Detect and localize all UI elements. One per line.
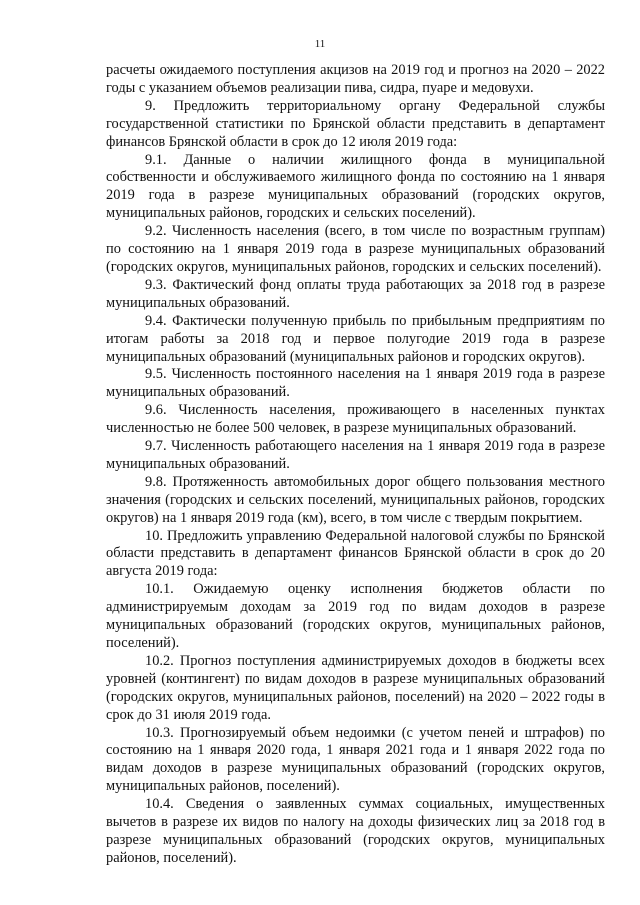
paragraph: 9. Предложить территориальному органу Федеральной службы государственной статистики по Брянской области представить в департамент финансов Брянской области в срок до 12 июля 2019 года: — [106, 97, 605, 150]
paragraph: 9.6. Численность населения, проживающего в населенных пунктах численностью не более 500 человек, в разрезе муниципальных образований. — [106, 402, 605, 437]
paragraph: 9.1. Данные о наличии жилищного фонда в муниципальной собственности и обслуживаемого жилищного фонда по состоянию на 1 января 2019 года в разрезе муниципальных образований (городских округов, муниципальных районов, городских и сельских поселений). — [106, 151, 605, 222]
paragraph: 9.4. Фактически полученную прибыль по прибыльным предприятиям по итогам работы за 2018 год и первое полугодие 2019 года в разрезе муниципальных образований (муниципальных районов и городских округов). — [106, 312, 605, 365]
document-body — [106, 62, 605, 868]
paragraph: 9.8. Протяженность автомобильных дорог общего пользования местного значения (городских и сельских поселений, муниципальных районов, городских округов) на 1 января 2019 года (км), всего, в том числе с твердым покрытием. — [106, 473, 605, 526]
paragraph: 9.3. Фактический фонд оплаты труда работающих за 2018 год в разрезе муниципальных образований. — [106, 276, 605, 311]
paragraph: 10.2. Прогноз поступления администрируемых доходов в бюджеты всех уровней (контингент) по видам доходов в разрезе муниципальных образований (городских округов, муниципальных районов, поселений) на 2020 – 2022 годы в срок до 31 июля 2019 года. — [106, 652, 605, 723]
paragraph: 10.3. Прогнозируемый объем недоимки (с учетом пеней и штрафов) по состоянию на 1 января 2020 года, 1 января 2021 года и 1 января 2022 года по видам доходов в разрезе муниципальных образований (городских округов, муниципальных районов, поселений). — [106, 724, 605, 795]
paragraph: 10.1. Ожидаемую оценку исполнения бюджетов области по администрируемым доходам за 2019 год по видам доходов в разрезе муниципальных образований (городских округов, муниципальных районов, поселений). — [106, 581, 605, 651]
page-number: 11 — [314, 38, 326, 50]
paragraph: 9.5. Численность постоянного населения на 1 января 2019 года в разрезе муниципальных образований. — [106, 366, 605, 401]
paragraph: 10. Предложить управлению Федеральной налоговой службы по Брянской области представить в департамент финансов Брянской области в срок до 20 августа 2019 года: — [106, 527, 605, 580]
paragraph: 9.2. Численность населения (всего, в том числе по возрастным группам) по состоянию на 1 января 2019 года в разрезе муниципальных образований (городских округов, муниципальных районов, городских и сельских поселений). — [106, 223, 605, 275]
paragraph: 9.7. Численность работающего населения на 1 января 2019 года в разрезе муниципальных образований. — [106, 438, 605, 472]
paragraph: 10.4. Сведения о заявленных суммах социальных, имущественных вычетов в разрезе их видов по налогу на доходы физических лиц за 2018 год в разрезе муниципальных образований (городских округов, муниципальных районов, поселений). — [106, 796, 605, 866]
paragraph: расчеты ожидаемого поступления акцизов на 2019 год и прогноз на 2020 – 2022 годы с указанием объемов реализации пива, сидра, пуаре и медовухи. — [106, 62, 605, 96]
